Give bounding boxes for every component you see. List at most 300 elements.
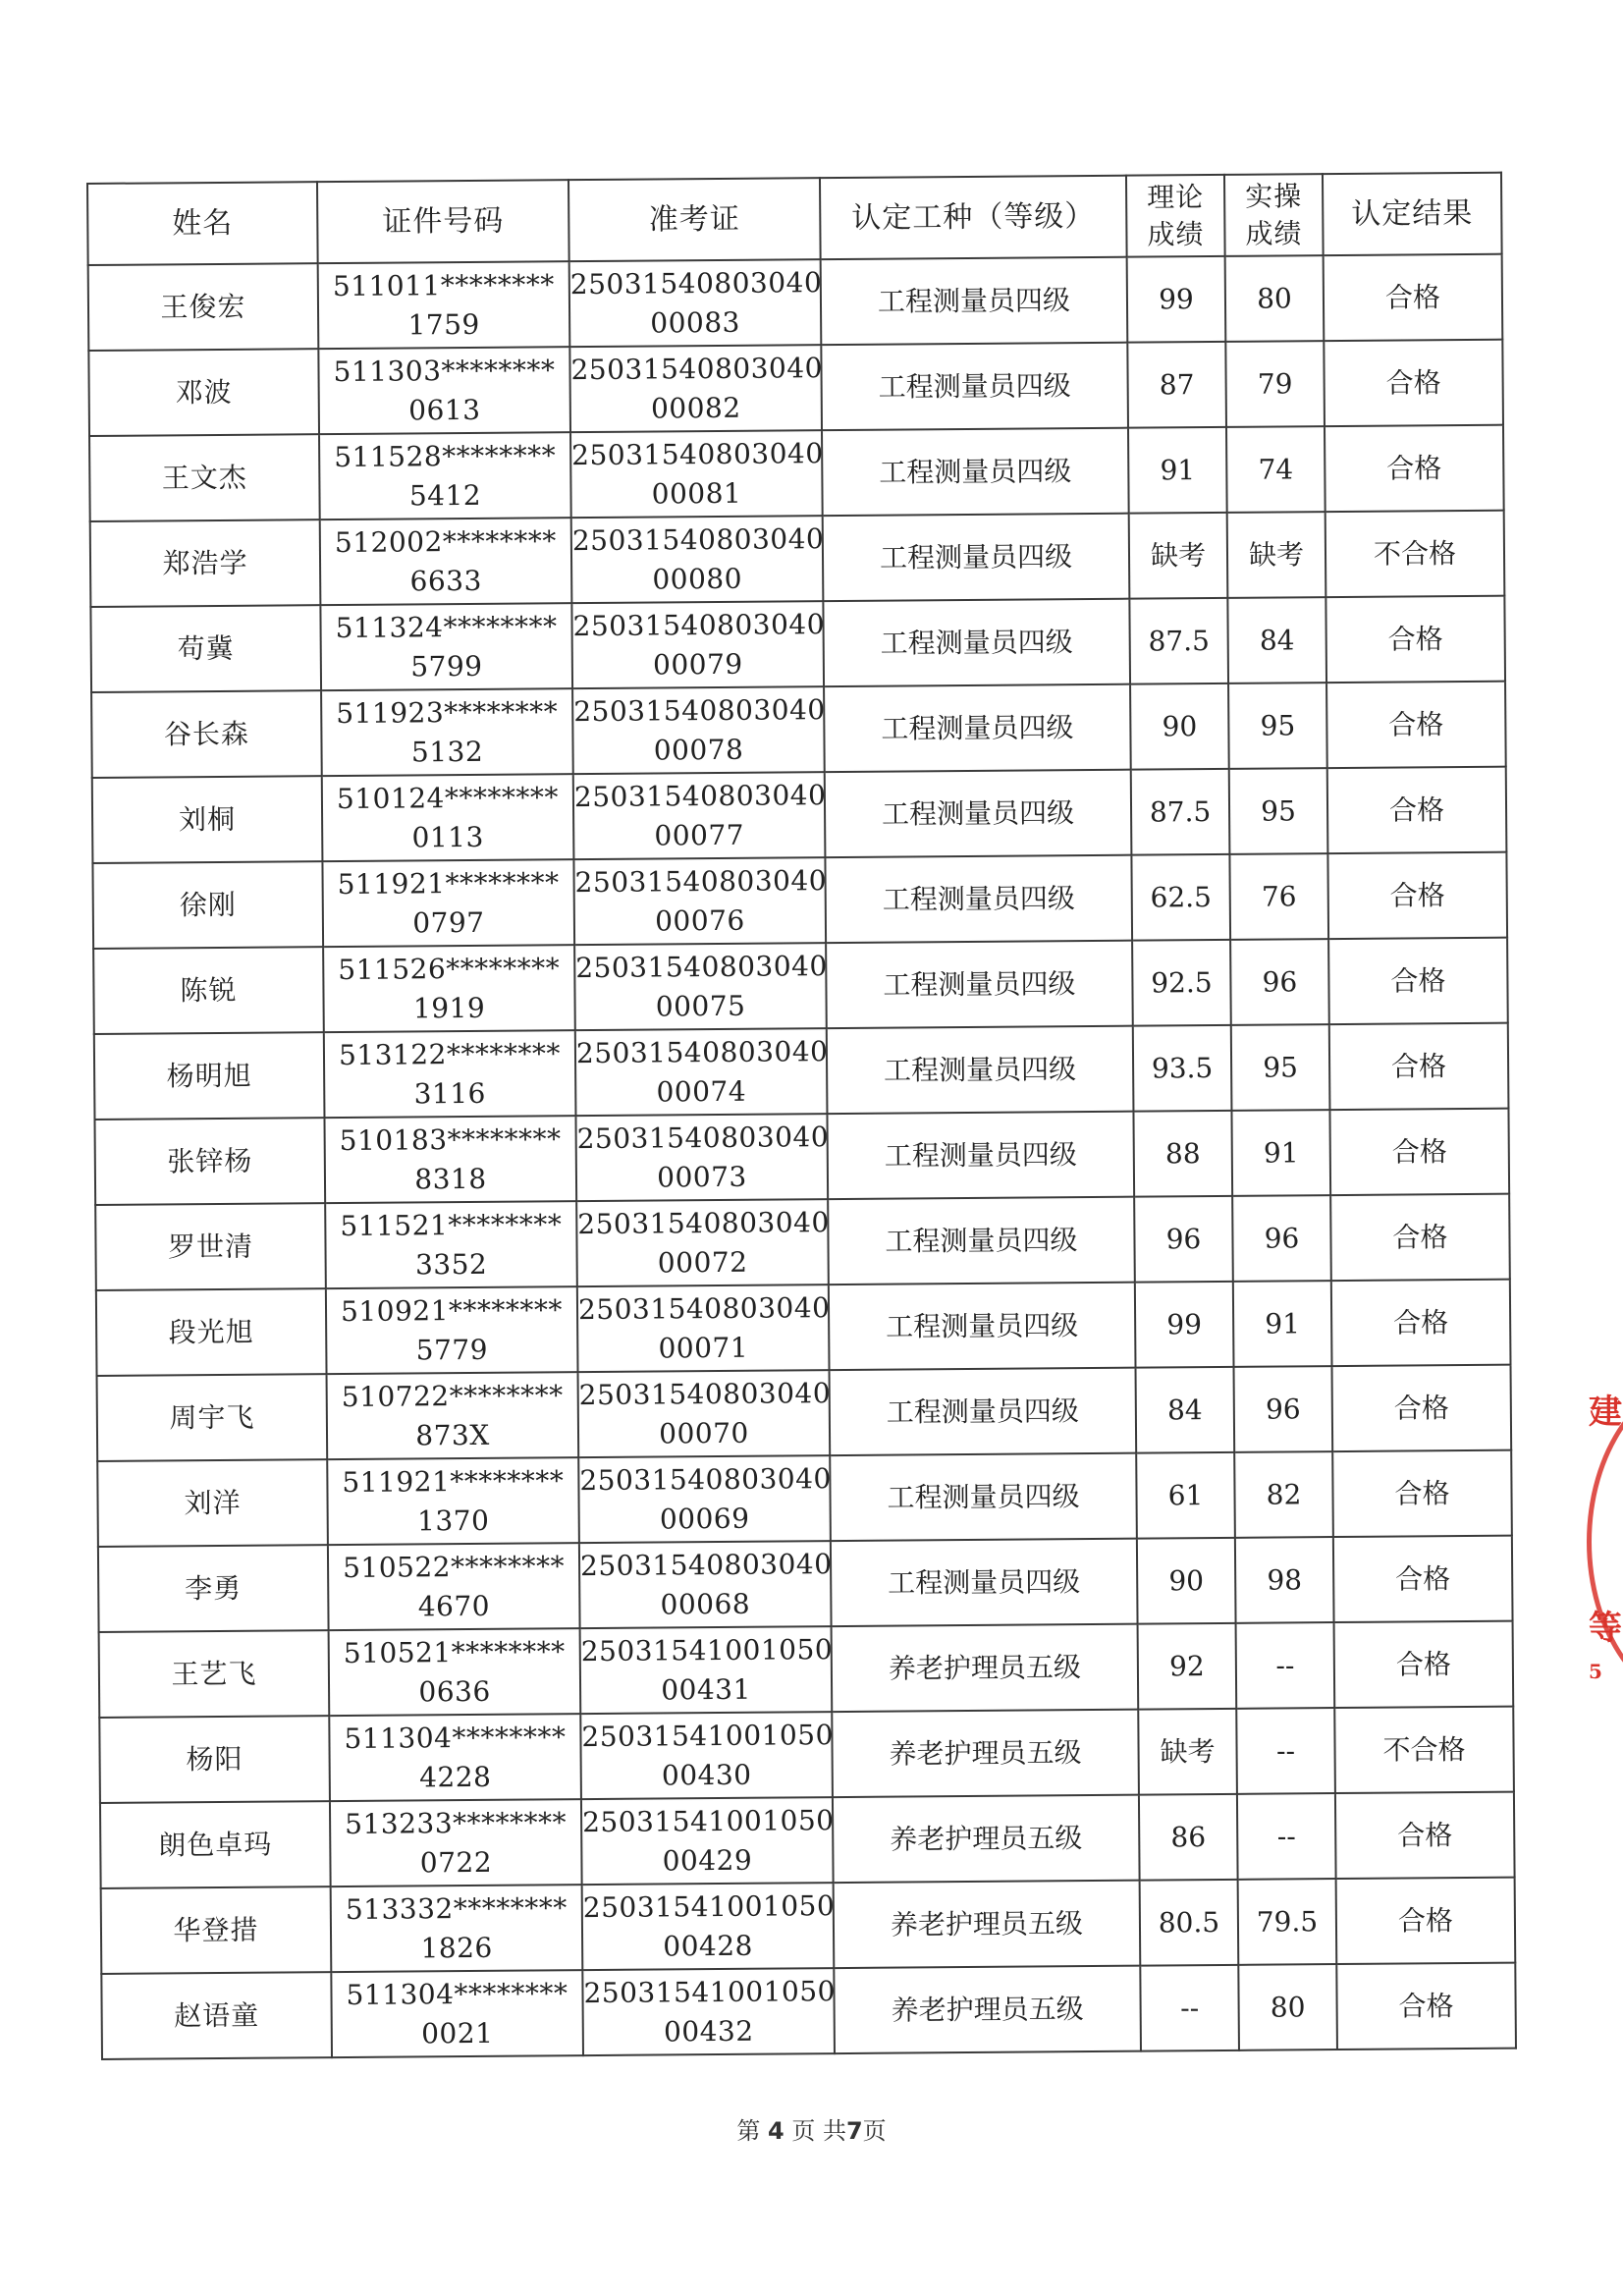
- practice-score-text: --: [1276, 1819, 1296, 1853]
- cell-practice-score: [1236, 1622, 1335, 1709]
- cell-job: [825, 855, 1132, 943]
- cell-name: [97, 1374, 328, 1461]
- id-number-suffix: 0113: [411, 820, 484, 853]
- cell-id-number: [322, 774, 574, 861]
- cell-job: [830, 1368, 1137, 1455]
- id-number-suffix: 8318: [414, 1162, 487, 1195]
- cell-name: [98, 1545, 329, 1632]
- name-text: 徐刚: [179, 888, 237, 921]
- cell-result: [1325, 425, 1504, 512]
- header-row: [87, 173, 1502, 265]
- name-text: 陈锐: [180, 973, 238, 1007]
- ticket-number-prefix: 25031541001050: [581, 1718, 834, 1753]
- theory-score-text: 87: [1159, 367, 1195, 401]
- cell-name: [89, 434, 320, 521]
- name-text: 罗世清: [167, 1230, 254, 1263]
- id-number-prefix: 511303********: [333, 353, 556, 388]
- name-text: 谷长森: [163, 717, 250, 750]
- cell-job: [827, 1112, 1134, 1199]
- practice-score-text: 98: [1267, 1562, 1303, 1597]
- cell-id-number: [329, 1628, 581, 1716]
- table-row: [98, 1536, 1513, 1632]
- cell-job: [829, 1283, 1136, 1370]
- cell-result: [1331, 1280, 1511, 1366]
- cell-practice-score: [1238, 1879, 1337, 1965]
- result-text: 合格: [1392, 1220, 1448, 1254]
- cell-ticket: [573, 772, 826, 859]
- id-number-prefix: 510124********: [336, 780, 559, 815]
- ticket-number-prefix: 25031540803040: [576, 1120, 830, 1155]
- cell-id-number: [325, 1201, 577, 1288]
- cell-ticket: [580, 1626, 833, 1714]
- theory-score-text: 90: [1168, 1563, 1205, 1597]
- id-number-prefix: 511324********: [335, 609, 558, 644]
- cell-id-number: [326, 1286, 578, 1374]
- cell-name: [94, 1032, 325, 1120]
- table-row: [100, 1792, 1515, 1888]
- cell-id-number: [322, 859, 574, 947]
- job-text: 养老护理员五级: [890, 1906, 1084, 1941]
- table-row: [101, 1878, 1516, 1974]
- ticket-number-suffix: 00075: [655, 989, 746, 1022]
- cell-theory-score: [1136, 1367, 1235, 1453]
- theory-score-text: 84: [1166, 1393, 1203, 1426]
- table-row: [99, 1621, 1514, 1718]
- result-text: 合格: [1395, 1561, 1451, 1596]
- job-text: 养老护理员五级: [889, 1735, 1082, 1771]
- cell-theory-score: [1128, 427, 1227, 514]
- cell-practice-score: [1225, 341, 1325, 427]
- id-number-prefix: 511528********: [334, 438, 557, 473]
- id-number-prefix: 511304********: [346, 1976, 568, 2011]
- cell-practice-score: [1238, 1964, 1337, 2050]
- cell-practice-score: [1225, 255, 1325, 342]
- cell-theory-score: [1134, 1196, 1233, 1283]
- cell-ticket: [579, 1541, 832, 1628]
- table-row: [101, 1963, 1516, 2059]
- id-number-suffix: 5779: [415, 1333, 489, 1366]
- theory-score-text: 90: [1162, 709, 1198, 742]
- theory-score-text: 87.5: [1149, 794, 1212, 829]
- practice-score-text: 91: [1263, 1135, 1299, 1170]
- cell-ticket: [569, 259, 822, 347]
- cell-id-number: [329, 1714, 581, 1801]
- result-text: 合格: [1388, 707, 1444, 741]
- header-ticket: 准考证: [568, 178, 821, 261]
- practice-score-text: 79: [1257, 366, 1293, 401]
- theory-score-text: 96: [1165, 1222, 1202, 1255]
- ticket-number-prefix: 25031540803040: [571, 436, 824, 471]
- ticket-number-suffix: 00078: [653, 733, 744, 766]
- cell-ticket: [576, 1199, 829, 1286]
- cell-job: [827, 1026, 1134, 1114]
- cell-name: [90, 519, 321, 607]
- cell-name: [90, 605, 321, 692]
- cell-practice-score: [1236, 1708, 1335, 1794]
- cell-theory-score: [1130, 683, 1229, 770]
- ticket-number-prefix: 25031541001050: [580, 1632, 834, 1667]
- id-number-prefix: 511921********: [337, 865, 560, 901]
- cell-theory-score: [1133, 1111, 1232, 1197]
- cell-id-number: [319, 432, 571, 519]
- cell-theory-score: [1139, 1794, 1238, 1881]
- id-number-suffix: 0797: [412, 905, 485, 939]
- ticket-number-prefix: 25031540803040: [575, 1034, 829, 1069]
- cell-result: [1327, 852, 1507, 939]
- footer-total-pages: 7: [845, 2117, 863, 2145]
- job-text: 工程测量员四级: [886, 1394, 1079, 1429]
- cell-job: [823, 514, 1130, 601]
- cell-job: [825, 770, 1132, 857]
- cell-theory-score: [1127, 256, 1226, 343]
- ticket-number-prefix: 25031541001050: [582, 1888, 836, 1924]
- practice-score-text: 91: [1265, 1306, 1301, 1340]
- result-text: 合格: [1389, 878, 1445, 912]
- header-practice: [1224, 174, 1324, 256]
- theory-score-text: 93.5: [1151, 1051, 1214, 1085]
- table-row: [95, 1194, 1510, 1290]
- cell-name: [96, 1288, 327, 1376]
- header-theory-line2: 成绩: [1147, 217, 1205, 251]
- seal-glyph-mid: 等: [1589, 1609, 1622, 1648]
- cell-result: [1336, 1878, 1516, 1964]
- cell-name: [92, 861, 323, 949]
- theory-score-text: 92.5: [1151, 965, 1213, 1000]
- cell-practice-score: [1227, 597, 1326, 683]
- table-header: [87, 173, 1502, 265]
- name-text: 周宇飞: [169, 1400, 255, 1434]
- name-text: 朗色卓玛: [158, 1828, 273, 1861]
- footer-suffix: 页: [862, 2117, 887, 2145]
- cell-job: [824, 684, 1131, 772]
- cell-result: [1336, 1963, 1516, 2050]
- theory-score-text: --: [1180, 1991, 1200, 2024]
- result-text: 合格: [1384, 280, 1441, 314]
- cell-practice-score: [1237, 1793, 1336, 1880]
- table-row: [97, 1365, 1512, 1461]
- id-number-prefix: 510521********: [343, 1634, 566, 1669]
- name-text: 张锌杨: [167, 1144, 253, 1177]
- id-number-suffix: 5412: [408, 478, 482, 512]
- cell-practice-score: [1227, 512, 1326, 598]
- cell-theory-score: [1138, 1709, 1237, 1795]
- ticket-number-suffix: 00083: [650, 305, 741, 339]
- practice-score-text: 80: [1270, 1990, 1306, 2024]
- ticket-number-suffix: 00070: [659, 1416, 749, 1449]
- job-text: 工程测量员四级: [878, 368, 1071, 404]
- ticket-number-prefix: 25031540803040: [577, 1205, 830, 1240]
- table-row: [97, 1450, 1512, 1547]
- cell-theory-score: [1136, 1452, 1235, 1539]
- cell-practice-score: [1228, 683, 1327, 769]
- practice-score-text: 95: [1261, 793, 1297, 828]
- cell-result: [1328, 938, 1508, 1024]
- id-number-prefix: 511011********: [332, 267, 555, 302]
- theory-score-text: 61: [1167, 1478, 1204, 1511]
- cell-job: [834, 1966, 1141, 2053]
- cell-ticket: [580, 1712, 833, 1799]
- theory-score-text: 缺考: [1150, 538, 1207, 572]
- job-text: 工程测量员四级: [885, 1223, 1078, 1258]
- cell-id-number: [328, 1543, 580, 1630]
- ticket-number-suffix: 00428: [663, 1929, 754, 1962]
- cell-result: [1334, 1621, 1514, 1708]
- job-text: 工程测量员四级: [886, 1308, 1079, 1343]
- id-number-prefix: 510183********: [339, 1121, 562, 1157]
- practice-score-text: 96: [1264, 1221, 1300, 1255]
- job-text: 养老护理员五级: [891, 1992, 1084, 2027]
- cell-job: [821, 257, 1128, 345]
- results-sheet: [86, 172, 1515, 2060]
- job-text: 工程测量员四级: [879, 454, 1072, 489]
- table-row: [99, 1707, 1514, 1803]
- cell-id-number: [318, 347, 570, 434]
- cell-id-number: [320, 603, 572, 690]
- cell-name: [93, 947, 324, 1034]
- cell-theory-score: [1133, 1025, 1232, 1112]
- cell-result: [1326, 682, 1506, 768]
- cell-practice-score: [1234, 1366, 1333, 1452]
- result-text: 合格: [1393, 1391, 1449, 1425]
- practice-score-text: --: [1275, 1733, 1296, 1768]
- result-text: 合格: [1386, 451, 1442, 485]
- cell-ticket: [573, 857, 826, 945]
- id-number-suffix: 0636: [418, 1674, 491, 1708]
- cell-job: [822, 428, 1129, 516]
- theory-score-text: 99: [1159, 282, 1194, 315]
- practice-score-text: 76: [1261, 879, 1297, 913]
- cell-id-number: [323, 945, 575, 1032]
- cell-job: [832, 1624, 1139, 1712]
- practice-score-text: 95: [1260, 708, 1296, 742]
- cell-ticket: [582, 1883, 835, 1970]
- cell-name: [91, 690, 322, 778]
- cell-theory-score: [1131, 854, 1230, 941]
- cell-result: [1329, 1023, 1509, 1110]
- ticket-number-suffix: 00429: [662, 1843, 753, 1877]
- id-number-suffix: 0722: [419, 1845, 493, 1879]
- id-number-prefix: 512002********: [334, 523, 557, 559]
- id-number-suffix: 5799: [410, 649, 483, 683]
- cell-result: [1333, 1536, 1513, 1622]
- cell-result: [1324, 254, 1503, 341]
- cell-name: [99, 1716, 330, 1803]
- cell-result: [1332, 1450, 1512, 1537]
- result-text: 合格: [1395, 1647, 1452, 1681]
- result-text: 合格: [1394, 1476, 1450, 1510]
- practice-score-text: 96: [1262, 964, 1298, 999]
- cell-ticket: [578, 1370, 831, 1457]
- ticket-number-suffix: 00080: [652, 562, 743, 595]
- header-job: 认定工种（等级）: [820, 176, 1127, 259]
- ticket-number-suffix: 00076: [654, 903, 745, 937]
- result-text: 合格: [1391, 1134, 1447, 1169]
- cell-job: [831, 1539, 1138, 1626]
- name-text: 王艺飞: [171, 1657, 257, 1690]
- cell-ticket: [575, 1028, 828, 1116]
- id-number-suffix: 3352: [414, 1247, 488, 1281]
- theory-score-text: 88: [1164, 1136, 1201, 1170]
- result-text: 合格: [1390, 1049, 1447, 1083]
- practice-score-text: 80: [1257, 281, 1292, 315]
- cell-name: [95, 1203, 326, 1290]
- name-text: 邓波: [175, 375, 233, 409]
- cell-name: [100, 1801, 331, 1888]
- theory-score-text: 91: [1160, 453, 1196, 486]
- cell-name: [97, 1459, 328, 1547]
- ticket-number-suffix: 00430: [661, 1758, 752, 1791]
- name-text: 王文杰: [161, 461, 247, 494]
- table-row: [88, 254, 1503, 351]
- cell-ticket: [574, 943, 827, 1030]
- cell-job: [828, 1197, 1135, 1285]
- cell-job: [830, 1453, 1137, 1541]
- job-text: 工程测量员四级: [879, 539, 1073, 574]
- practice-score-text: --: [1275, 1648, 1295, 1682]
- footer-page-number: 4: [767, 2117, 784, 2145]
- header-theory-line1: 理论: [1147, 180, 1205, 214]
- header-name: 姓名: [87, 182, 318, 265]
- cell-id-number: [321, 688, 573, 776]
- red-seal-stamp: [1577, 1375, 1623, 1699]
- cell-practice-score: [1231, 1110, 1330, 1196]
- seal-glyph-top: 建: [1589, 1393, 1622, 1432]
- id-number-suffix: 1826: [420, 1931, 493, 1964]
- table-row: [92, 852, 1507, 949]
- header-theory: [1126, 175, 1225, 257]
- practice-score-text: 84: [1259, 623, 1295, 657]
- cell-id-number: [331, 1885, 583, 1972]
- job-text: 工程测量员四级: [883, 1052, 1077, 1087]
- cell-theory-score: [1135, 1282, 1234, 1368]
- cell-result: [1334, 1707, 1514, 1793]
- table-row: [90, 596, 1505, 692]
- cell-job: [821, 343, 1128, 430]
- cell-practice-score: [1230, 939, 1329, 1025]
- id-number-prefix: 510722********: [341, 1378, 564, 1413]
- cell-id-number: [330, 1799, 582, 1886]
- cell-id-number: [318, 261, 570, 349]
- theory-score-text: 99: [1166, 1307, 1203, 1340]
- cell-ticket: [572, 686, 825, 774]
- table-row: [94, 1023, 1509, 1120]
- cell-result: [1327, 767, 1507, 853]
- cell-practice-score: [1229, 853, 1328, 940]
- name-text: 苟冀: [177, 631, 235, 665]
- header-result: 认定结果: [1323, 173, 1502, 255]
- table-row: [89, 425, 1504, 521]
- ticket-number-suffix: 00068: [660, 1587, 751, 1620]
- ticket-number-suffix: 00073: [657, 1160, 747, 1193]
- job-text: 工程测量员四级: [877, 283, 1071, 318]
- practice-score-text: 缺考: [1248, 537, 1305, 572]
- table-row: [94, 1109, 1509, 1205]
- cell-job: [826, 941, 1133, 1028]
- cell-theory-score: [1140, 1965, 1239, 2051]
- cell-practice-score: [1231, 1024, 1330, 1111]
- theory-score-text: 80.5: [1158, 1905, 1220, 1939]
- id-number-prefix: 513233********: [345, 1805, 568, 1840]
- cell-name: [101, 1886, 332, 1974]
- ticket-number-suffix: 00079: [652, 647, 743, 681]
- cell-ticket: [577, 1285, 830, 1372]
- job-text: 工程测量员四级: [881, 795, 1075, 831]
- job-text: 工程测量员四级: [887, 1479, 1080, 1514]
- cell-id-number: [320, 518, 572, 605]
- cell-theory-score: [1140, 1880, 1239, 1966]
- cell-ticket: [581, 1797, 834, 1885]
- result-text: 合格: [1390, 963, 1446, 998]
- id-number-suffix: 873X: [415, 1418, 490, 1451]
- ticket-number-suffix: 00431: [661, 1672, 751, 1706]
- cell-ticket: [569, 345, 822, 432]
- job-text: 养老护理员五级: [890, 1821, 1083, 1856]
- cell-ticket: [571, 516, 824, 603]
- cell-result: [1329, 1109, 1509, 1195]
- result-text: 合格: [1397, 1818, 1453, 1852]
- result-text: 合格: [1397, 1903, 1454, 1938]
- ticket-number-suffix: 00074: [656, 1074, 747, 1108]
- id-number-prefix: 513332********: [345, 1890, 568, 1926]
- ticket-number-prefix: 25031540803040: [572, 607, 826, 642]
- id-number-suffix: 1759: [407, 307, 480, 341]
- cell-practice-score: [1233, 1281, 1332, 1367]
- id-number-prefix: 511304********: [344, 1720, 567, 1755]
- id-number-prefix: 513122********: [338, 1036, 562, 1071]
- table-row: [90, 511, 1505, 607]
- result-text: 合格: [1387, 622, 1443, 656]
- job-text: 工程测量员四级: [881, 710, 1074, 745]
- ticket-number-prefix: 25031540803040: [571, 521, 825, 557]
- cell-name: [88, 349, 319, 436]
- practice-score-text: 82: [1266, 1477, 1302, 1511]
- ticket-number-suffix: 00082: [650, 391, 741, 424]
- cell-name: [88, 263, 319, 351]
- ticket-number-prefix: 25031540803040: [569, 265, 823, 301]
- ticket-number-prefix: 25031540803040: [575, 949, 828, 984]
- result-text: 不合格: [1373, 536, 1457, 571]
- name-text: 赵语童: [174, 1998, 260, 2032]
- theory-score-text: 92: [1168, 1649, 1205, 1682]
- cell-ticket: [582, 1968, 835, 2055]
- cell-theory-score: [1129, 598, 1228, 684]
- id-number-prefix: 511921********: [342, 1463, 565, 1499]
- theory-score-text: 87.5: [1148, 624, 1210, 658]
- job-text: 工程测量员四级: [888, 1564, 1081, 1600]
- job-text: 工程测量员四级: [883, 966, 1076, 1002]
- table-row: [92, 767, 1507, 863]
- header-practice-line2: 成绩: [1245, 216, 1303, 250]
- result-text: 不合格: [1382, 1732, 1466, 1767]
- cell-theory-score: [1127, 342, 1226, 428]
- cell-job: [833, 1795, 1140, 1883]
- cell-job: [832, 1710, 1139, 1797]
- cell-job: [823, 599, 1130, 686]
- cell-job: [834, 1881, 1141, 1968]
- result-text: 合格: [1393, 1305, 1449, 1339]
- cell-theory-score: [1132, 940, 1231, 1026]
- name-text: 郑浩学: [162, 546, 248, 579]
- cell-practice-score: [1232, 1195, 1331, 1282]
- id-number-suffix: 0613: [408, 393, 481, 426]
- cell-id-number: [327, 1372, 579, 1459]
- id-number-suffix: 5132: [410, 735, 484, 768]
- cell-result: [1324, 340, 1503, 426]
- ticket-number-suffix: 00077: [654, 818, 745, 851]
- footer-prefix: 第: [736, 2117, 761, 2145]
- cell-id-number: [327, 1457, 579, 1545]
- id-number-suffix: 3116: [413, 1076, 487, 1110]
